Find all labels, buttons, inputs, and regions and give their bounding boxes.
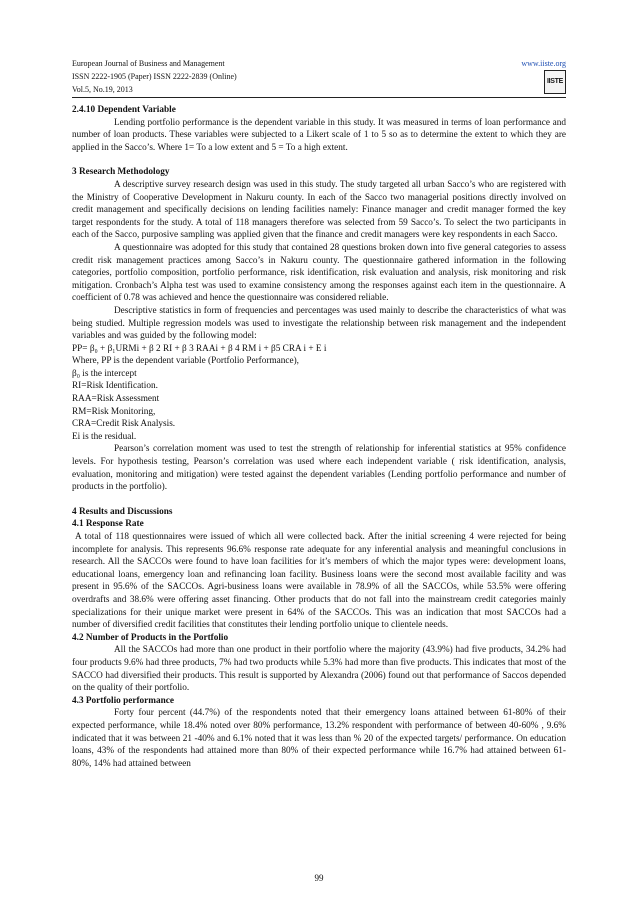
model-where-line: Where, PP is the dependent variable (Portfolio Performance), bbox=[72, 356, 299, 367]
journal-meta bbox=[72, 57, 566, 96]
volume-line: Vol.5, No.19, 2013 bbox=[72, 85, 133, 94]
iiste-logo: IISTE bbox=[544, 70, 566, 94]
section-4-heading: 4 Results and Discussions bbox=[72, 506, 173, 517]
section-4-3-heading: 4.3 Portfolio performance bbox=[72, 695, 174, 706]
page-header bbox=[72, 57, 566, 96]
definition-rm: RM=Risk Monitoring, bbox=[72, 406, 156, 417]
section-2-4-10-heading: 2.4.10 Dependent Variable bbox=[72, 105, 176, 115]
issn-line: ISSN 2222-1905 (Paper) ISSN 2222-2839 (Online) bbox=[72, 72, 237, 81]
section-4-2-paragraph: All the SACCOs had more than one product in their portfolio where the majority (43.9%) had five products, 34.2% had four products 9.6% had three products, 7% had two products while 5.3% had more than five products. This indicates that most of the SACCO had diversified their products. This result is supported by Alexandra (2006) found out that performance of Saccos depended on the quality of their portfolio. bbox=[72, 645, 566, 694]
section-3-heading: 3 Research Methodology bbox=[72, 167, 170, 178]
section-4-2-heading: 4.2 Number of Products in the Portfolio bbox=[72, 632, 229, 643]
definition-ri: RI=Risk Identification. bbox=[72, 381, 158, 392]
definition-intercept: β₀ is the intercept bbox=[72, 368, 137, 379]
section-3-paragraph-4: Pearson’s correlation moment was used to test the strength of relationship for inferential statistics at 95% confidence levels. For hypothesis testing, Pearson’s correlation was used where each independent variable ( risk identification, analysis, evaluation, monitoring and mitigation) were tested against the dependent variables (Lending portfolio performance and number of products in the portfolio). bbox=[72, 444, 566, 493]
section-4-1-paragraph: A total of 118 questionnaires were issued of which all were collected back. After the initial screening 4 were rejected for being incomplete for analysis. This represents 96.6% response rate adequate for any inferential analysis and meaningful conclusions in research. All the SACCOs were found to have loan facilities for it’s members of which the major types were: development loans, educational loans, emergency loan and refinancing loan facility. Business loans were the second most available facility and was present in 95.6% of the SACCOs. Agri-business loans were available in 78.9% of all the SACCOs, while 53.5% were offering overdrafts and 38.6% were offering asset financing. Other products that do not fall into the mainstream credit categories mainly specializations for their unique market were present in 64% of the SACCOs. This was an indication that most SACCOs had a number of diversified credit facilities that constitutes their lending portfolio unique to clientele needs. bbox=[72, 532, 566, 631]
section-4-1-heading: 4.1 Response Rate bbox=[72, 519, 144, 530]
section-3-paragraph-3: Descriptive statistics in form of frequencies and percentages was used mainly to describe the characteristics of what was being studied. Multiple regression models was used to investigate the relationship between risk management and the independent variables and was guided by the following model: bbox=[72, 305, 566, 342]
definition-cra: CRA=Credit Risk Analysis. bbox=[72, 419, 176, 430]
section-4-3-paragraph: Forty four percent (44.7%) of the respondents noted that their emergency loans attained between 61-80% of their expected performance, while 18.4% noted over 80% performance, 13.2% respondent with performance of between 40-60% , 9.6% indicated that it was between 21 -40% and 6.1% noted that it was less than % 20 of the expected targets/ performance. On education loans, 43% of the respondents had attained more than 80% of their expected performance while 16.7% had attained between 61-80%, 14% had attained between bbox=[72, 708, 566, 769]
definition-residual: Ei is the residual. bbox=[72, 431, 137, 442]
regression-model-equation: PP= β₀ + β₁URMi + β 2 RI + β 3 RAAi + β 4 RM i + β5 CRA i + E i bbox=[72, 343, 327, 354]
journal-url-link[interactable]: www.iiste.org bbox=[521, 59, 566, 68]
page-number: 99 bbox=[314, 873, 324, 883]
section-2-4-10-paragraph: Lending portfolio performance is the dependent variable in this study. It was measured in terms of loan performance and number of loan products. These variables were subjected to a Likert scale of 1 to 5 so as to determine the extent to which they are applied in the Sacco’s. Where 1= To a low extent and 5 = To a high extent. bbox=[72, 117, 566, 153]
journal-name: European Journal of Business and Management bbox=[72, 59, 225, 68]
header-divider bbox=[72, 97, 566, 98]
section-3-paragraph-2: A questionnaire was adopted for this study that contained 28 questions broken down into five general categories to assess credit risk management practices among Sacco’s in Nakuru county. The questionnaire gathered information in the following categories, portfolio composition, portfolio performance, risk identification, risk evaluation and analysis, risk monitoring and risk mitigation. Cronbach’s Alpha test was used to examine consistency among the responses against each item in the questionnaire. A coefficient of 0.78 was achieved and hence the questionnaire was considered reliable. bbox=[72, 242, 566, 304]
section-3-paragraph-1: A descriptive survey research design was used in this study. The study targeted all urban Sacco’s who are registered with the Ministry of Cooperative Development in Nakuru county. In each of the Sacco two managerial positions directly involved on credit management and specifically decisions on lending facilities namely: Finance manager and credit manager formed the key target respondents for the study. A total of 118 managers therefore was selected from 59 Sacco’s. To select the two participants in each of the Sacco, purposive sampling was applied given that the finance and credit managers were key respondents in each Sacco. bbox=[72, 179, 566, 241]
definition-raa: RAA=Risk Assessment bbox=[72, 394, 160, 405]
page-body bbox=[72, 104, 566, 770]
